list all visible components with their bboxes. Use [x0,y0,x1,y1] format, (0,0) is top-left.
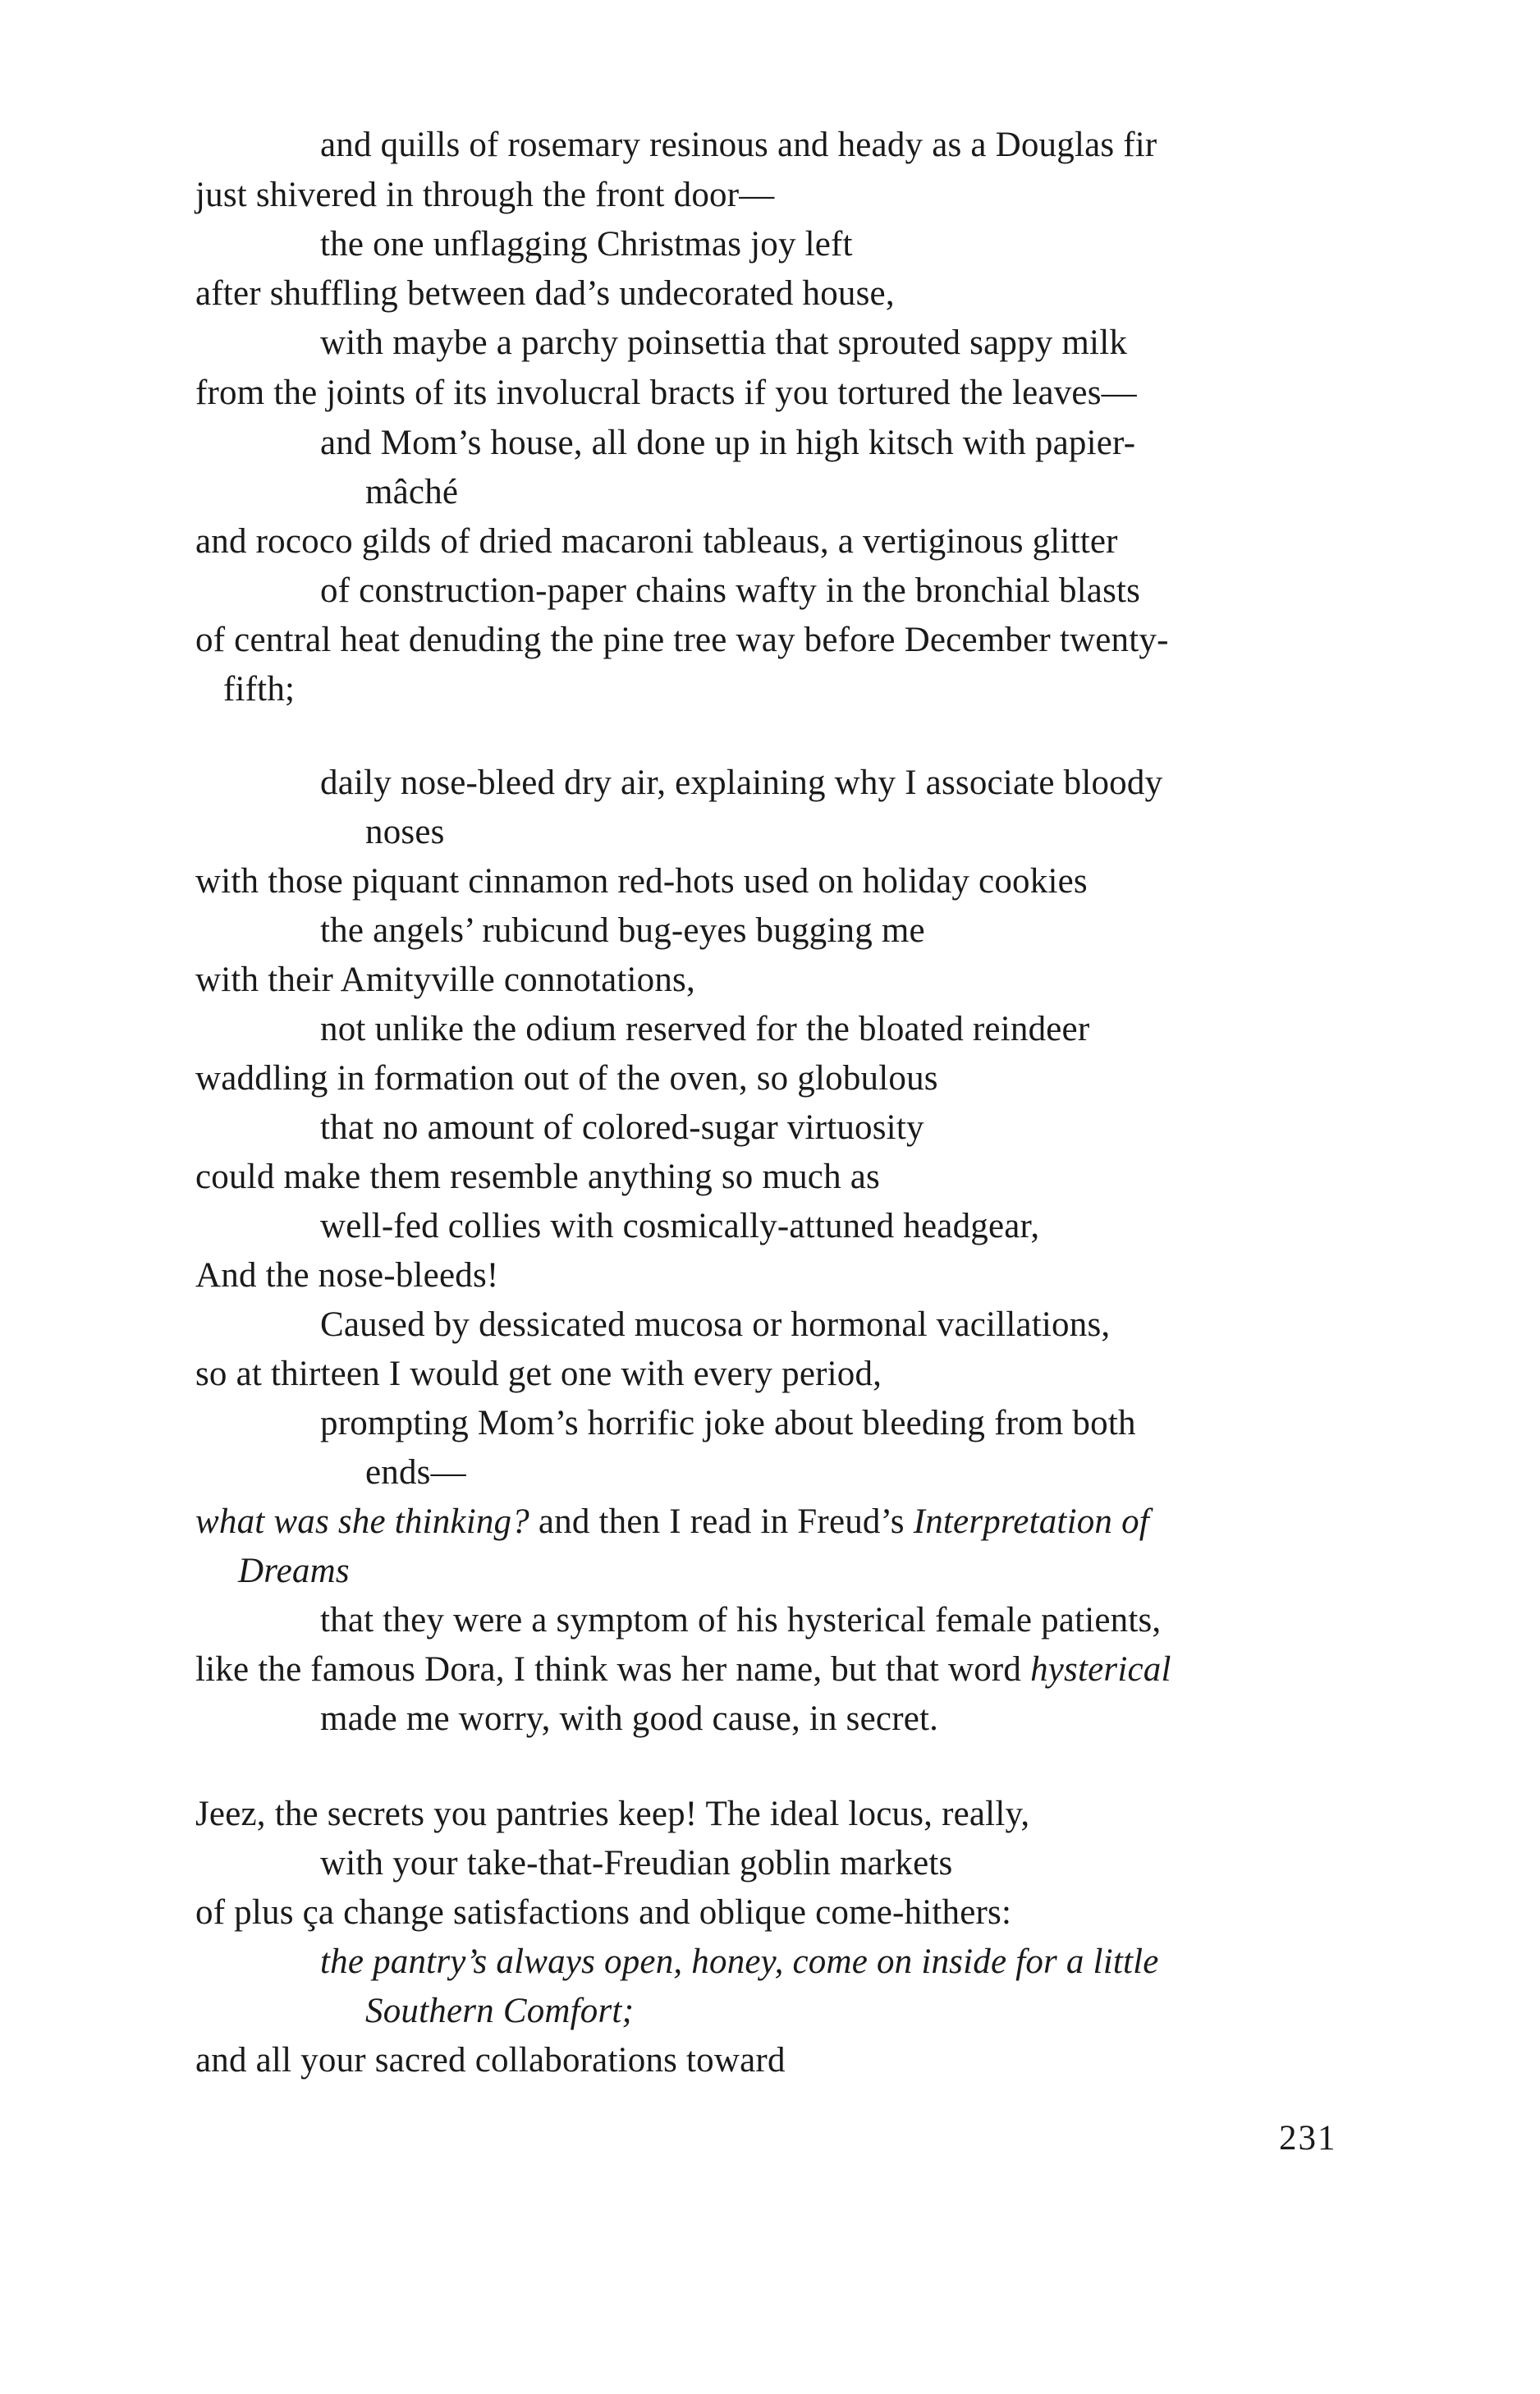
poem-line [195,1895,1011,1930]
poem-line [320,1406,1136,1441]
line-text: and quills of rosemary resinous and heady as a Douglas fir [320,126,1157,164]
poem-line [365,1455,466,1490]
poem-line [195,1356,882,1392]
poem-line [195,1796,1029,1832]
poem-line [365,1993,634,2029]
line-text: fifth; [223,670,296,709]
poem-line [365,475,458,510]
line-text: so at thirteen I would get one with every period, [195,1355,882,1393]
page-number: 231 [1279,2119,1337,2158]
poem-line [195,2043,786,2078]
line-text: just shivered in through the front door— [195,176,775,214]
poem-line [320,573,1140,608]
poem-line [195,1159,880,1195]
line-text: like the famous Dora, I think was her name, but that word [195,1650,1031,1689]
line-text: could make them resemble anything so much as [195,1158,880,1196]
line-text: and Mom’s house, all done up in high kitsch with papier- [320,424,1136,462]
line-text: waddling in formation out of the oven, so globulous [195,1059,938,1098]
poem-line [223,672,295,707]
poem-line [195,1061,938,1096]
line-text: noses [365,813,445,851]
line-text: with maybe a parchy poinsettia that sprouted sappy milk [320,323,1128,362]
line-text: not unlike the odium reserved for the bloated reindeer [320,1010,1090,1048]
poem-line [320,913,925,948]
line-text: and then I read in Freud’s [529,1502,914,1541]
poem-line [320,1307,1110,1342]
line-text: after shuffling between dad’s undecorated house, [195,274,895,313]
line-text: with your take-that-Freudian goblin markets [320,1844,953,1883]
line-text: with their Amityville connotations, [195,961,695,999]
poem-line [195,622,1169,658]
poem-line [320,1846,952,1881]
poem-line [320,1110,924,1145]
line-text: and all your sacred collaborations toward [195,2041,786,2080]
poem-line [320,227,853,262]
line-text: made me worry, with good cause, in secret. [320,1699,939,1738]
italic-text: the pantry’s always open, honey, come on inside for a little [320,1942,1159,1981]
line-text: prompting Mom’s horrific joke about bleeding from both [320,1404,1136,1442]
line-text: and rococo gilds of dried macaroni tableaus, a vertiginous glitter [195,522,1118,561]
line-text: with those piquant cinnamon red-hots used on holiday cookies [195,862,1088,901]
line-text: that they were a symptom of his hysterical female patients, [320,1601,1162,1640]
poem-line [195,375,1137,410]
poem-line [320,127,1157,163]
line-text: Jeez, the secrets you pantries keep! The ideal locus, really, [195,1795,1030,1833]
line-text: that no amount of colored-sugar virtuosity [320,1108,924,1147]
poem-line [238,1553,350,1589]
line-text: the angels’ rubicund bug-eyes bugging me [320,911,925,950]
poem-line [320,765,1162,800]
poem-line [320,425,1135,461]
poem-line [195,177,774,213]
italic-text: what was she thinking? [195,1502,529,1541]
poem-line [195,276,895,311]
poem-line [320,1944,1159,1979]
italic-text: Dreams [238,1552,350,1590]
italic-text: Interpretation of [913,1502,1149,1541]
line-text: And the nose-bleeds! [195,1256,499,1295]
line-text: mâché [365,473,459,511]
poem-line [365,814,445,850]
line-text: ends— [365,1453,466,1492]
poem-line [320,1011,1089,1047]
line-text: well-fed collies with cosmically-attuned headgear, [320,1207,1040,1245]
poem-line [195,864,1088,899]
poem-line [195,1504,1149,1539]
italic-text: Southern Comfort; [365,1992,635,2030]
poem-line [195,962,695,998]
poem-line [195,1258,498,1293]
line-text: of construction-paper chains wafty in the bronchial blasts [320,571,1141,610]
poem-line [320,325,1127,360]
line-text: from the joints of its involucral bracts if you tortured the leaves— [195,374,1137,412]
poem-line [320,1603,1161,1638]
italic-text: hysterical [1030,1650,1171,1689]
poem-line [195,1652,1171,1687]
poem-line [195,524,1118,559]
poem-line [320,1701,938,1736]
line-text: of plus ça change satisfactions and oblique come-hithers: [195,1893,1012,1932]
line-text: the one unflagging Christmas joy left [320,225,853,264]
line-text: of central heat denuding the pine tree way before December twenty- [195,621,1169,659]
line-text: daily nose-bleed dry air, explaining why I associate bloody [320,764,1163,802]
poem-line [320,1208,1039,1244]
line-text: Caused by dessicated mucosa or hormonal vacillations, [320,1305,1111,1344]
